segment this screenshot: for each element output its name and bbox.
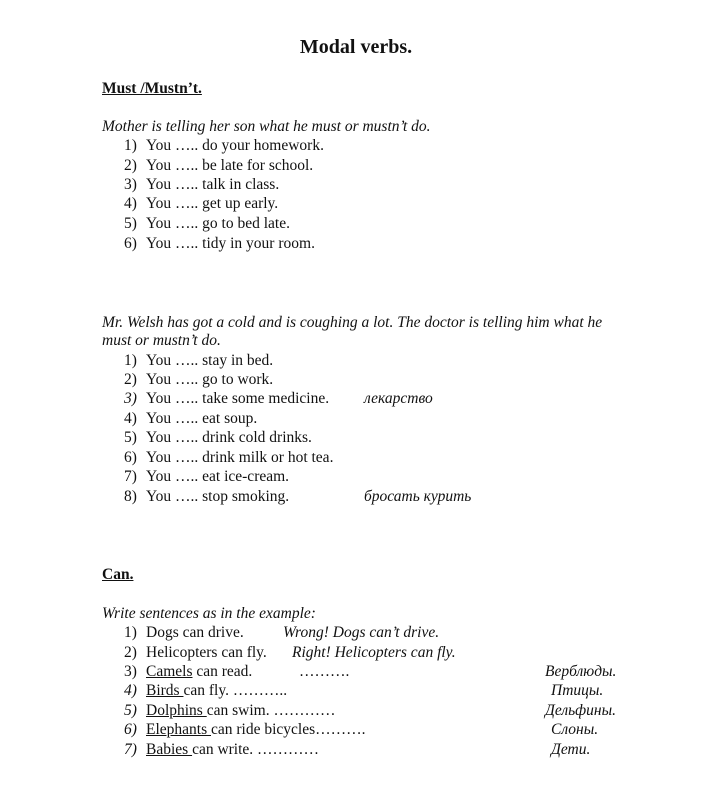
list-item: 6) You ….. tidy in your room. (124, 235, 315, 252)
list-item: 4) You ….. get up early. (124, 195, 279, 212)
translation-note: бросать курить (364, 488, 472, 505)
list-item: 6) You ….. drink milk or hot tea. (124, 449, 334, 466)
list-item: 2) You ….. be late for school. (124, 157, 314, 174)
list-item: 3) You ….. take some medicine. (124, 390, 330, 407)
list-item: 3) Camels can read. (124, 663, 253, 680)
answer-blank: ………. (299, 663, 350, 680)
list-item: 3) You ….. talk in class. (124, 176, 280, 193)
list-item: 5) You ….. go to bed late. (124, 215, 290, 232)
list-item: 5) Dolphins can swim. ………… (124, 702, 336, 719)
exercise2-intro-line1: Mr. Welsh has got a cold and is coughing a lot. The doctor is telling him what he (102, 314, 603, 331)
list-item: 6) Elephants can ride bicycles………. (124, 721, 366, 738)
list-item: 1) You ….. stay in bed. (124, 352, 274, 369)
list-item: 1) You ….. do your homework. (124, 137, 324, 154)
list-item: 8) You ….. stop smoking. (124, 488, 290, 505)
list-item: 2) You ….. go to work. (124, 371, 274, 388)
list-item: 4) Birds can fly. ……….. (124, 682, 288, 699)
exercise3-intro: Write sentences as in the example: (102, 605, 316, 622)
translation-note: Птицы. (551, 682, 604, 699)
exercise2-intro-line2: must or mustn’t do. (102, 332, 221, 349)
section-heading-must: Must /Mustn’t. (102, 80, 202, 97)
list-item: 1) Dogs can drive. (124, 624, 244, 641)
list-item: 2) Helicopters can fly. (124, 644, 267, 661)
page-title: Modal verbs. (299, 36, 413, 58)
list-item: 5) You ….. drink cold drinks. (124, 429, 312, 446)
exercise1-intro: Mother is telling her son what he must or mustn’t do. (102, 118, 431, 135)
translation-note: Слоны. (551, 721, 599, 738)
translation-note: лекарство (364, 390, 433, 407)
example-answer: Right! Helicopters can fly. (292, 644, 456, 661)
list-item: 7) Babies can write. ………… (124, 741, 320, 758)
translation-note: Верблюды. (545, 663, 617, 680)
example-answer: Wrong! Dogs can’t drive. (283, 624, 440, 641)
list-item: 7) You ….. eat ice-cream. (124, 468, 290, 485)
translation-note: Дельфины. (545, 702, 616, 719)
translation-note: Дети. (551, 741, 591, 758)
section-heading-can: Can. (102, 566, 134, 583)
list-item: 4) You ….. eat soup. (124, 410, 258, 427)
